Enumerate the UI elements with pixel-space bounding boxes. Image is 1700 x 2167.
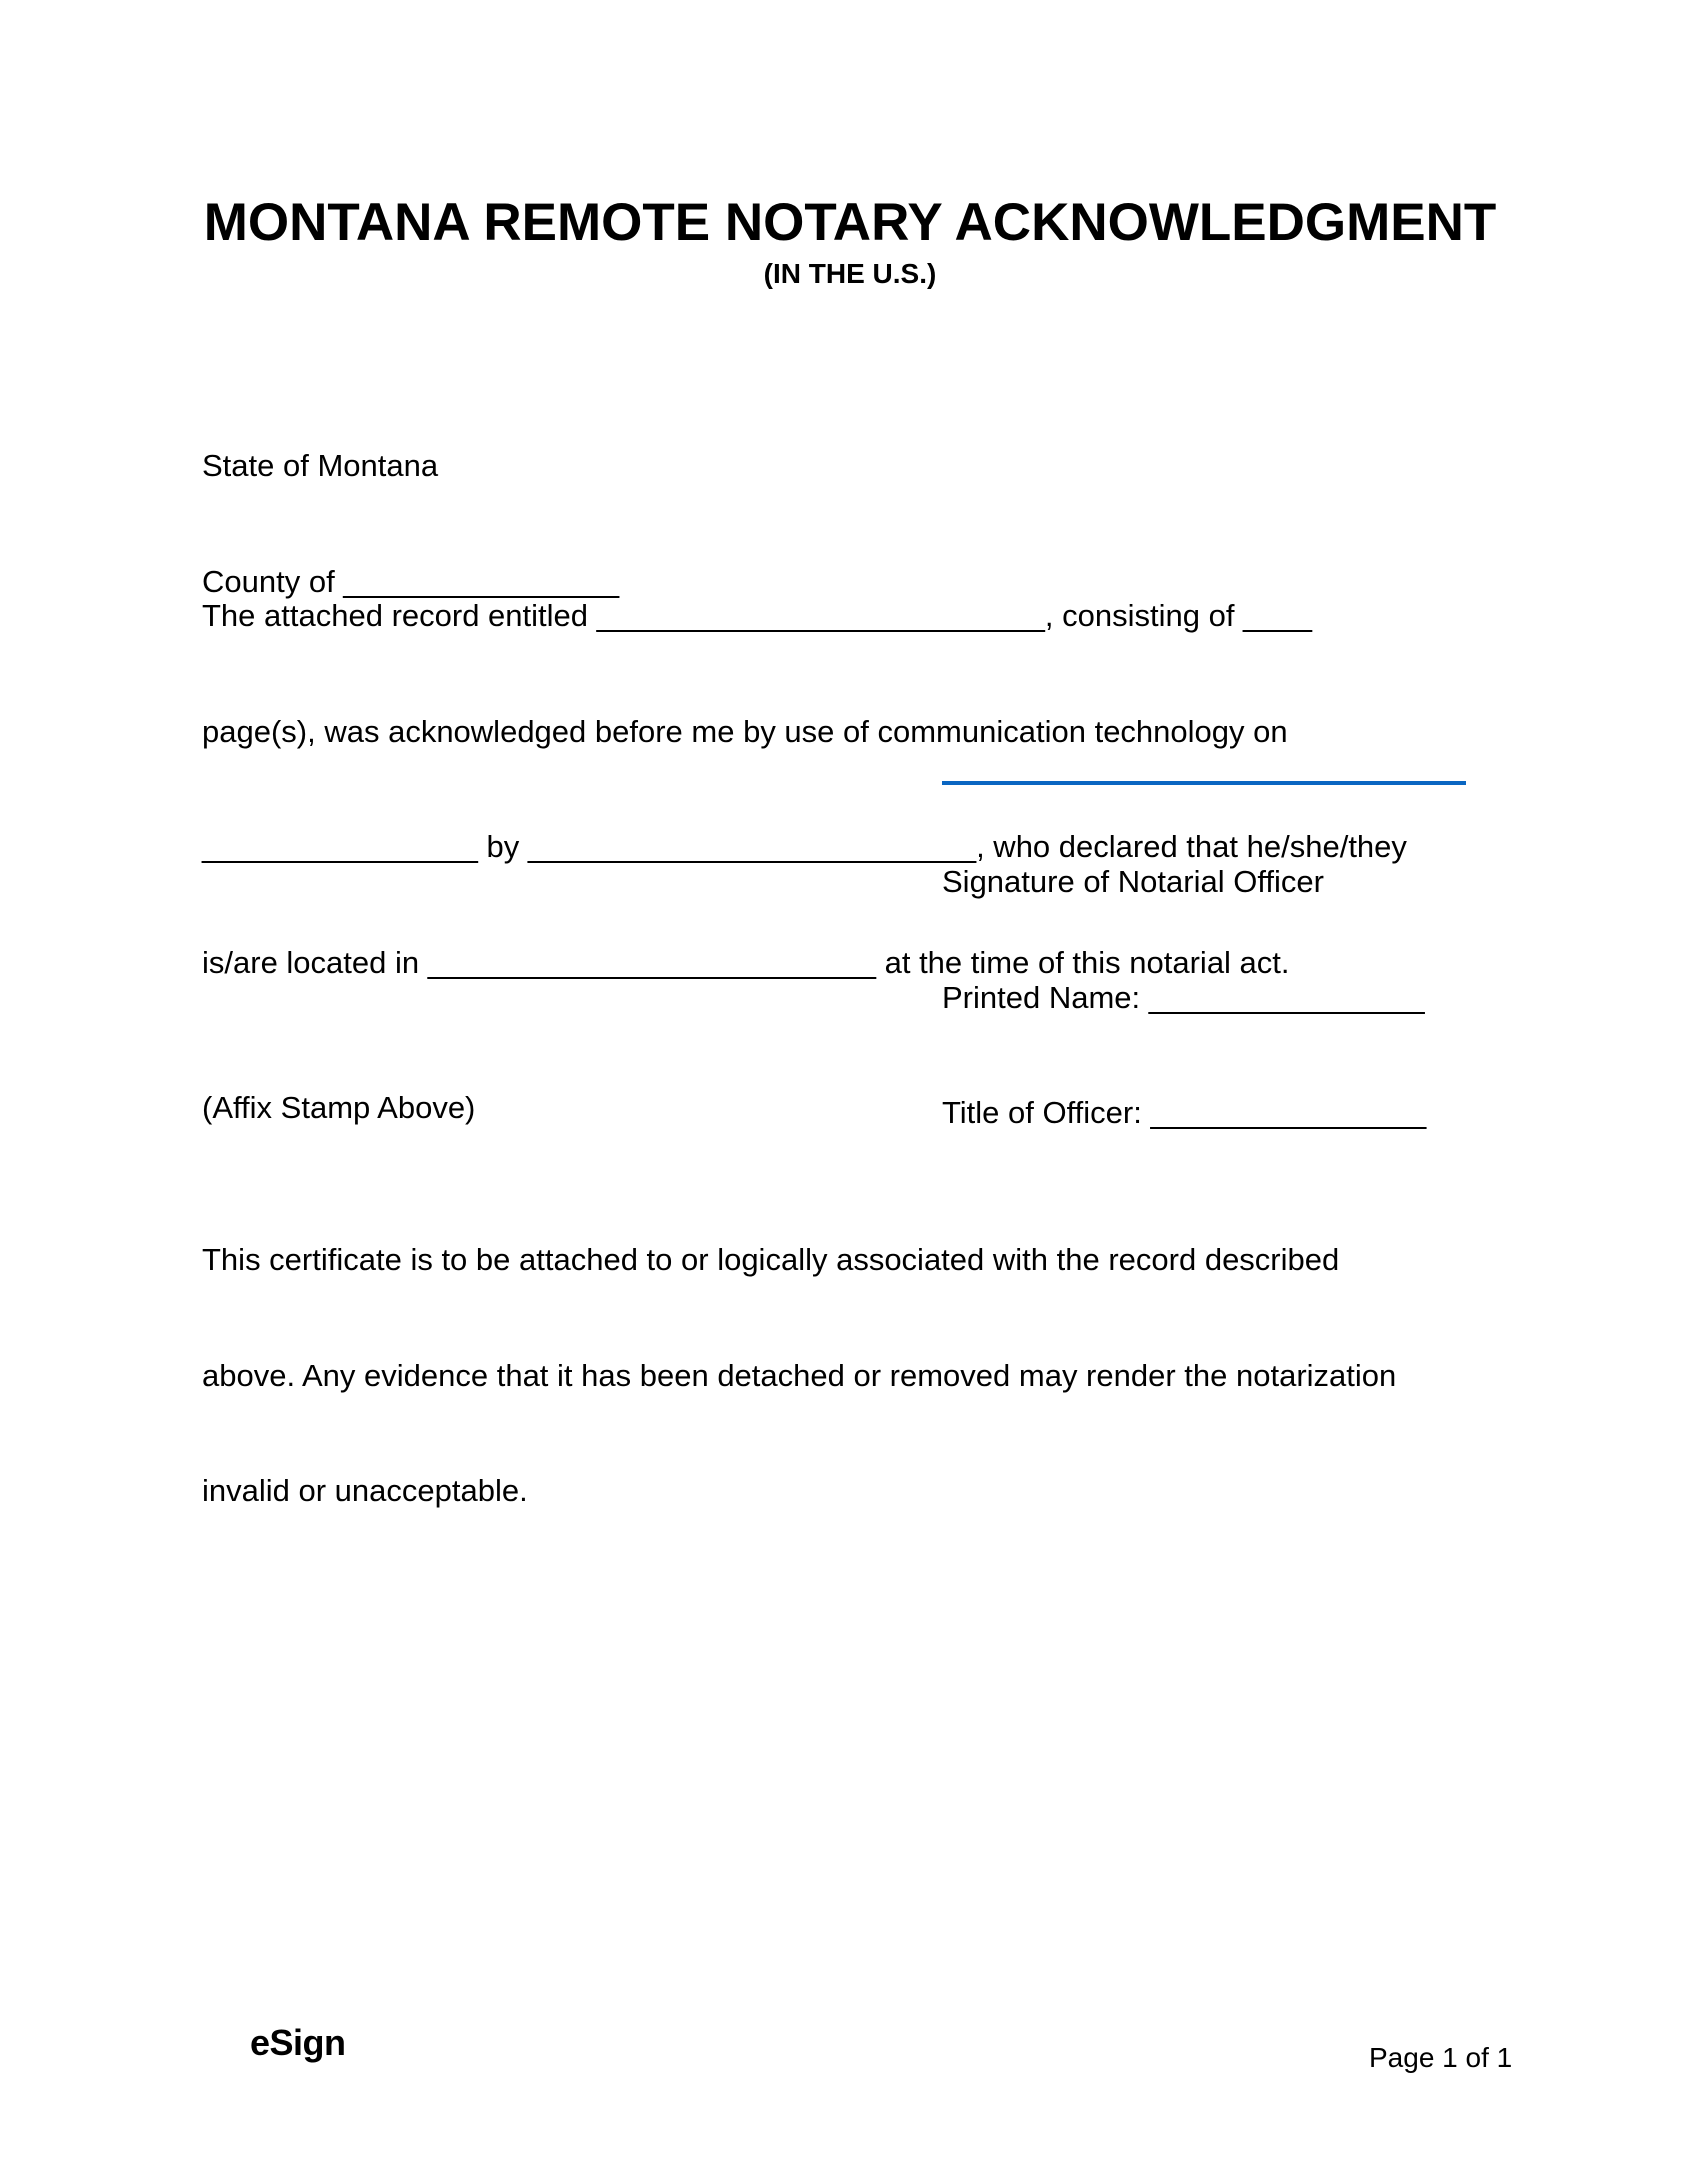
document-title: MONTANA REMOTE NOTARY ACKNOWLEDGMENT: [203, 193, 1497, 252]
notice-line: above. Any evidence that it has been detached or removed may render the notarization: [202, 1357, 1397, 1393]
state-line: State of Montana: [202, 448, 439, 483]
acknowledgment-line: ________________ by __________________________, who declared that he/she/they: [202, 829, 1407, 864]
printed-name-field: Printed Name: ________________: [942, 979, 1425, 1015]
acknowledgment-line: page(s), was acknowledged before me by use of communication technology on: [202, 713, 1288, 749]
certificate-notice: [202, 1164, 1396, 1549]
page-indicator: Page 1 of 1: [1369, 2042, 1513, 2073]
signature-label: Signature of Notarial Officer: [942, 864, 1324, 899]
document-subtitle: (IN THE U.S.): [763, 258, 937, 289]
stamp-note: (Affix Stamp Above): [202, 1090, 476, 1125]
title-of-officer-field: Title of Officer: ________________: [942, 1095, 1427, 1130]
county-line: County of ________________: [202, 563, 620, 599]
signature-line: [942, 781, 1466, 785]
acknowledgment-line: The attached record entitled __________________________, consisting of ____: [202, 598, 1313, 633]
signature-block: [942, 786, 1426, 1171]
notice-line: This certificate is to be attached to or logically associated with the record described: [202, 1242, 1340, 1277]
notice-line: invalid or unacceptable.: [202, 1473, 528, 1508]
acknowledgment-line: is/are located in __________________________ at the time of this notarial act.: [202, 944, 1290, 980]
esign-logo: eSign: [250, 2022, 346, 2063]
